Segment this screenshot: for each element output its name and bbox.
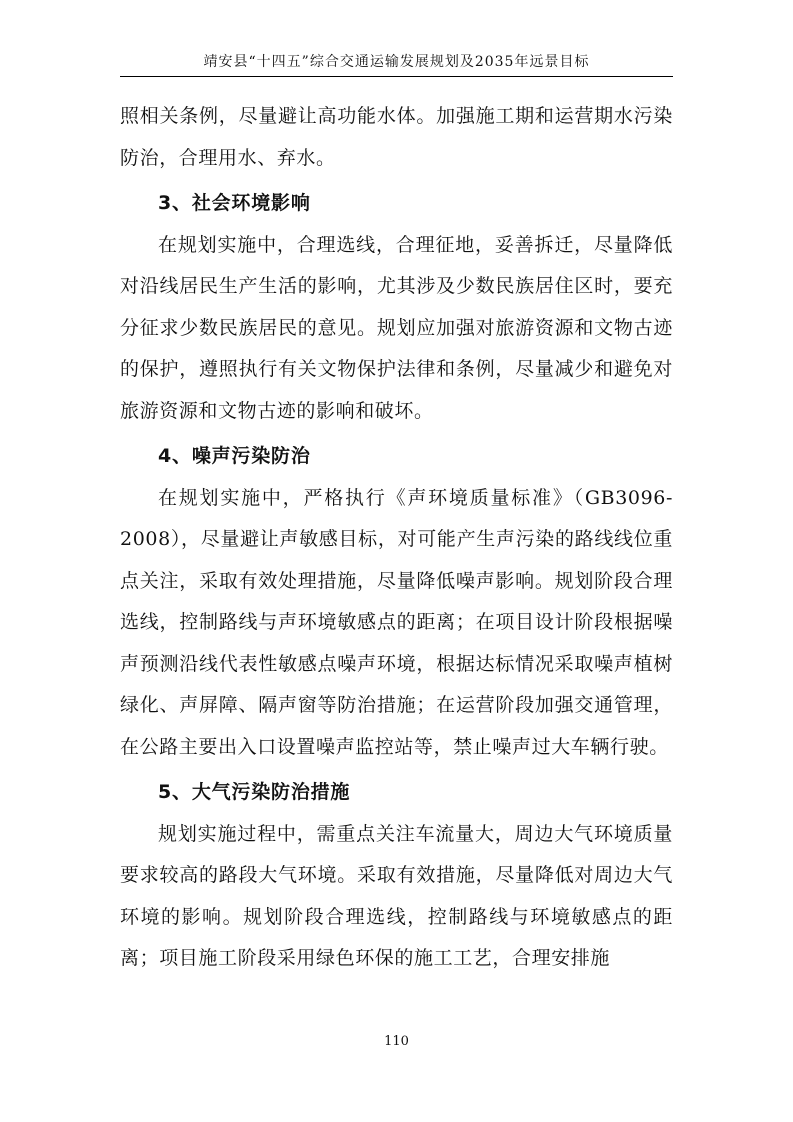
body-text xyxy=(120,96,673,980)
paragraph-continued: 照相关条例，尽量避让高功能水体。加强施工期和运营期水污染防治，合理用水、弃水。 xyxy=(120,105,673,169)
running-header: 靖安县“十四五”综合交通运输发展规划及2035年远景目标 xyxy=(203,54,590,70)
header-rule xyxy=(120,76,673,77)
paragraph-social-impact: 在规划实施中，合理选线，合理征地，妥善拆迁，尽量降低对沿线居民生产生活的影响，尤其涉及少数民族居住区时，要充分征求少数民族居民的意见。规划应加强对旅游资源和文物古迹的保护，遵照执行有关文物保护法律和条例，尽量减少和避免对旅游资源和文物古迹的影响和破坏。 xyxy=(120,233,673,422)
page-number: 110 xyxy=(384,1034,409,1049)
paragraph-noise-pollution: 在规划实施中，严格执行《声环境质量标准》（GB3096-2008），尽量避让声敏感目标，对可能产生声污染的路线线位重点关注，采取有效处理措施，尽量降低噪声影响。规划阶段合理选线，控制路线与声环境敏感点的距离；在项目设计阶段根据噪声预测沿线代表性敏感点噪声环境，根据达标情况采取噪声植树绿化、声屏障、隔声窗等防治措施；在运营阶段加强交通管理，在公路主要出入口设置噪声监控站等，禁止噪声过大车辆行驶。 xyxy=(120,486,673,758)
section-heading-social-impact: 3、社会环境影响 xyxy=(158,192,311,214)
section-heading-air-pollution: 5、大气污染防治措施 xyxy=(158,781,351,803)
section-heading-noise-pollution: 4、噪声污染防治 xyxy=(158,445,311,467)
paragraph-air-pollution: 规划实施过程中，需重点关注车流量大，周边大气环境质量要求较高的路段大气环境。采取有效措施，尽量降低对周边大气环境的影响。规划阶段合理选线，控制路线与环境敏感点的距离；项目施工阶段采用绿色环保的施工工艺，合理安排施 xyxy=(120,822,673,969)
